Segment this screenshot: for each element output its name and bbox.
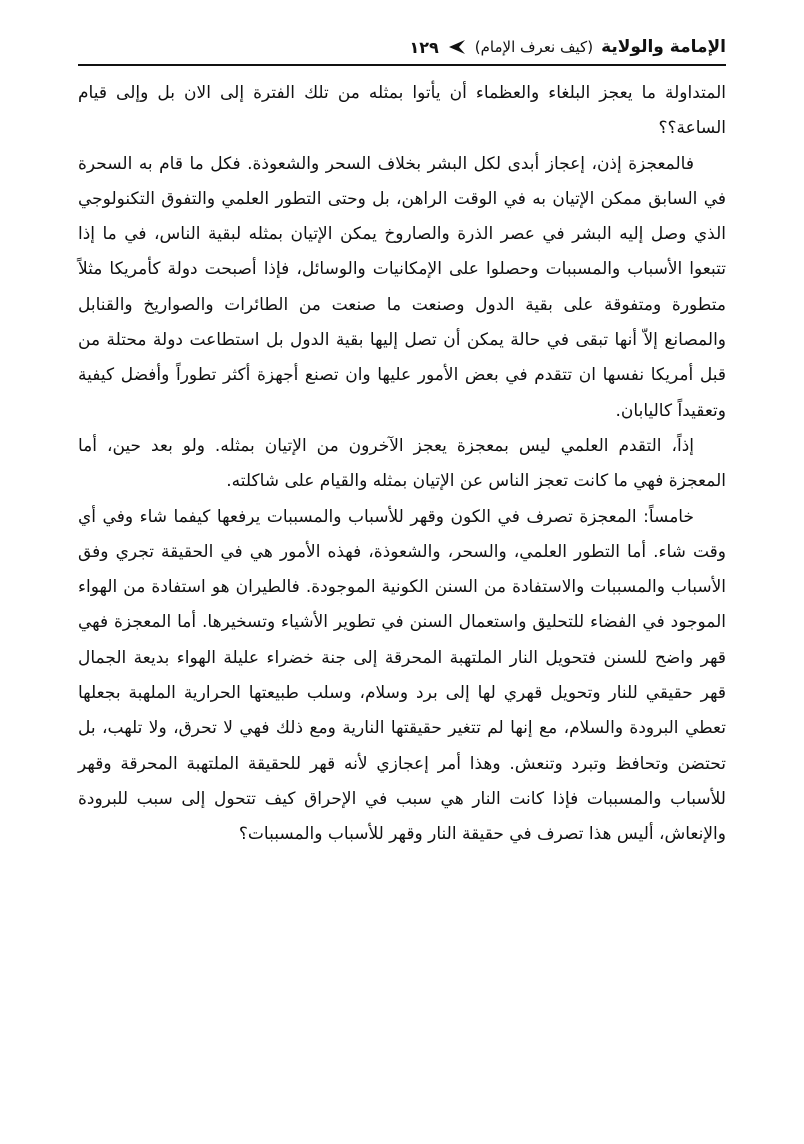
- arrow-left-icon: [447, 39, 467, 55]
- page-body: [78, 76, 726, 853]
- header-divider: [78, 64, 726, 66]
- paragraph: المتداولة ما يعجز البلغاء والعظماء أن يأتوا بمثله من تلك الفترة إلى الان بل وإلى قيام الساعة؟؟: [78, 83, 726, 139]
- paragraph: خامساً: المعجزة تصرف في الكون وقهر للأسباب والمسببات يرفعها كيفما شاء وفي أي وقت شاء. أما التطور العلمي، والسحر، والشعوذة، فهذه الأمور هي في الحقيقة تجري وفق الأسباب والمسببات والاستفادة من السنن الكونية الموجودة. فالطيران هو استفادة من الهواء الموجود في الفضاء للتحليق واستعمال السنن في تطوير الأشياء وتسخيرها. أما المعجزة فهي قهر واضح للسنن فتحويل النار الملتهبة المحرقة إلى جنة خضراء عليلة الهواء بديعة الجمال قهر حقيقي للنار وتحويل قهري لها إلى برد وسلام، وسلب طبيعتها الحرارية الملهبة بجعلها تعطي البرودة والسلام، مع إنها لم تتغير حقيقتها النارية ومع ذلك فهي لا تحرق، ولا تلهب، بل تحتضن وتحافظ وتبرد وتنعش. وهذا أمر إعجازي لأنه قهر للحقيقة الملتهبة المحرقة وقهر للأسباب والمسببات فإذا كانت النار هي سبب في الإحراق كيف تتحول إلى سبب للبرودة والإنعاش، أليس هذا تصرف في حقيقة النار وقهر للأسباب والمسببات؟: [78, 506, 726, 845]
- header-subtitle: (كيف نعرف الإمام): [474, 38, 594, 56]
- paragraph: إذاً، التقدم العلمي ليس بمعجزة يعجز الآخرون من الإتيان بمثله. ولو بعد حين، أما المعجزة فهي ما كانت تعجز الناس عن الإتيان بمثله والقيام على شاكلته.: [78, 435, 726, 492]
- running-header: [78, 30, 726, 64]
- page-number: ١٢٩: [409, 37, 439, 57]
- paragraph: فالمعجزة إذن، إعجاز أبدى لكل البشر بخلاف السحر والشعوذة. فكل ما قام به السحرة في السابق ممكن الإتيان به في الوقت الراهن، بل وحتى التطور العلمي والتفوق التكنولوجي الذي وصل إليه البشر في عصر الذرة والصاروخ يمكن الإتيان بمثله لبقية الناس، في ما إذا تتبعوا الأسباب والمسببات وحصلوا على الإمكانيات والوسائل، فإذا أصبحت دولة كأمريكا مثلاً متطورة ومتفوقة على بقية الدول وصنعت ما صنعت من الطائرات والصواريخ والقنابل والمصانع إلاّ أنها تبقى في حالة يمكن أن تصل إليها بقية الدول بل استطاعت دولة محتلة من قبل أمريكا نفسها ان تتقدم في بعض الأمور عليها وان تصنع أجهزة أكثر تطوراً وأفضل كيفية وتعقيداً كاليابان.: [78, 153, 726, 421]
- header-title: الإمامة والولاية: [601, 37, 726, 57]
